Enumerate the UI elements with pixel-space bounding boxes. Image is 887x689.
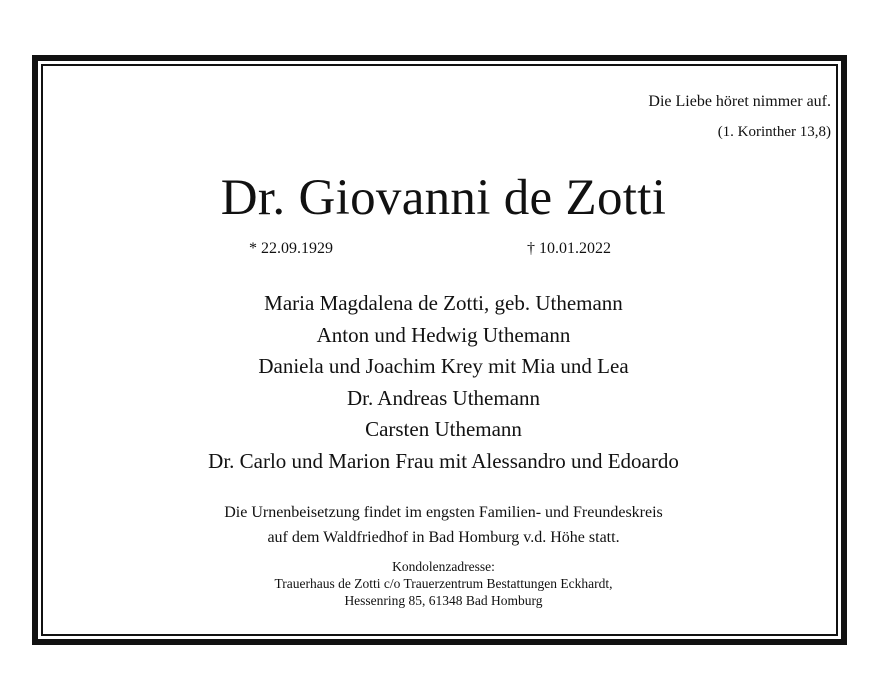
condolence-address-line: Trauerhaus de Zotti c/o Trauerzentrum Bestattungen Eckhardt, [274, 576, 613, 591]
mourner-line: Dr. Carlo und Marion Frau mit Alessandro und Edoardo [208, 448, 679, 473]
birth-date: * 22.09.1929 [249, 240, 333, 257]
mourner-line: Dr. Andreas Uthemann [346, 385, 541, 410]
mourner-line: Daniela und Joachim Krey mit Mia und Lea [258, 354, 629, 378]
bible-quote-source: (1. Korinther 13,8) [717, 124, 831, 140]
funeral-notice-line: auf dem Waldfriedhof in Bad Homburg v.d. Höhe statt. [267, 529, 620, 546]
mourner-line: Carsten Uthemann [365, 417, 522, 441]
funeral-notice-line: Die Urnenbeisetzung findet im engsten Familien- und Freundeskreis [224, 504, 663, 521]
mourner-line: Anton und Hedwig Uthemann [316, 322, 571, 347]
mourner-line: Maria Magdalena de Zotti, geb. Uthemann [264, 291, 623, 315]
funeral-notice [0, 500, 887, 550]
condolence-heading: Kondolenzadresse: [392, 559, 495, 574]
death-date: † 10.01.2022 [527, 240, 611, 257]
mourners-list [0, 288, 887, 477]
bible-quote: Die Liebe höret nimmer auf. [648, 93, 831, 110]
condolence-address-line: Hessenring 85, 61348 Bad Homburg [344, 593, 543, 608]
condolence-address [0, 558, 887, 609]
deceased-name: Dr. Giovanni de Zotti [220, 170, 667, 226]
